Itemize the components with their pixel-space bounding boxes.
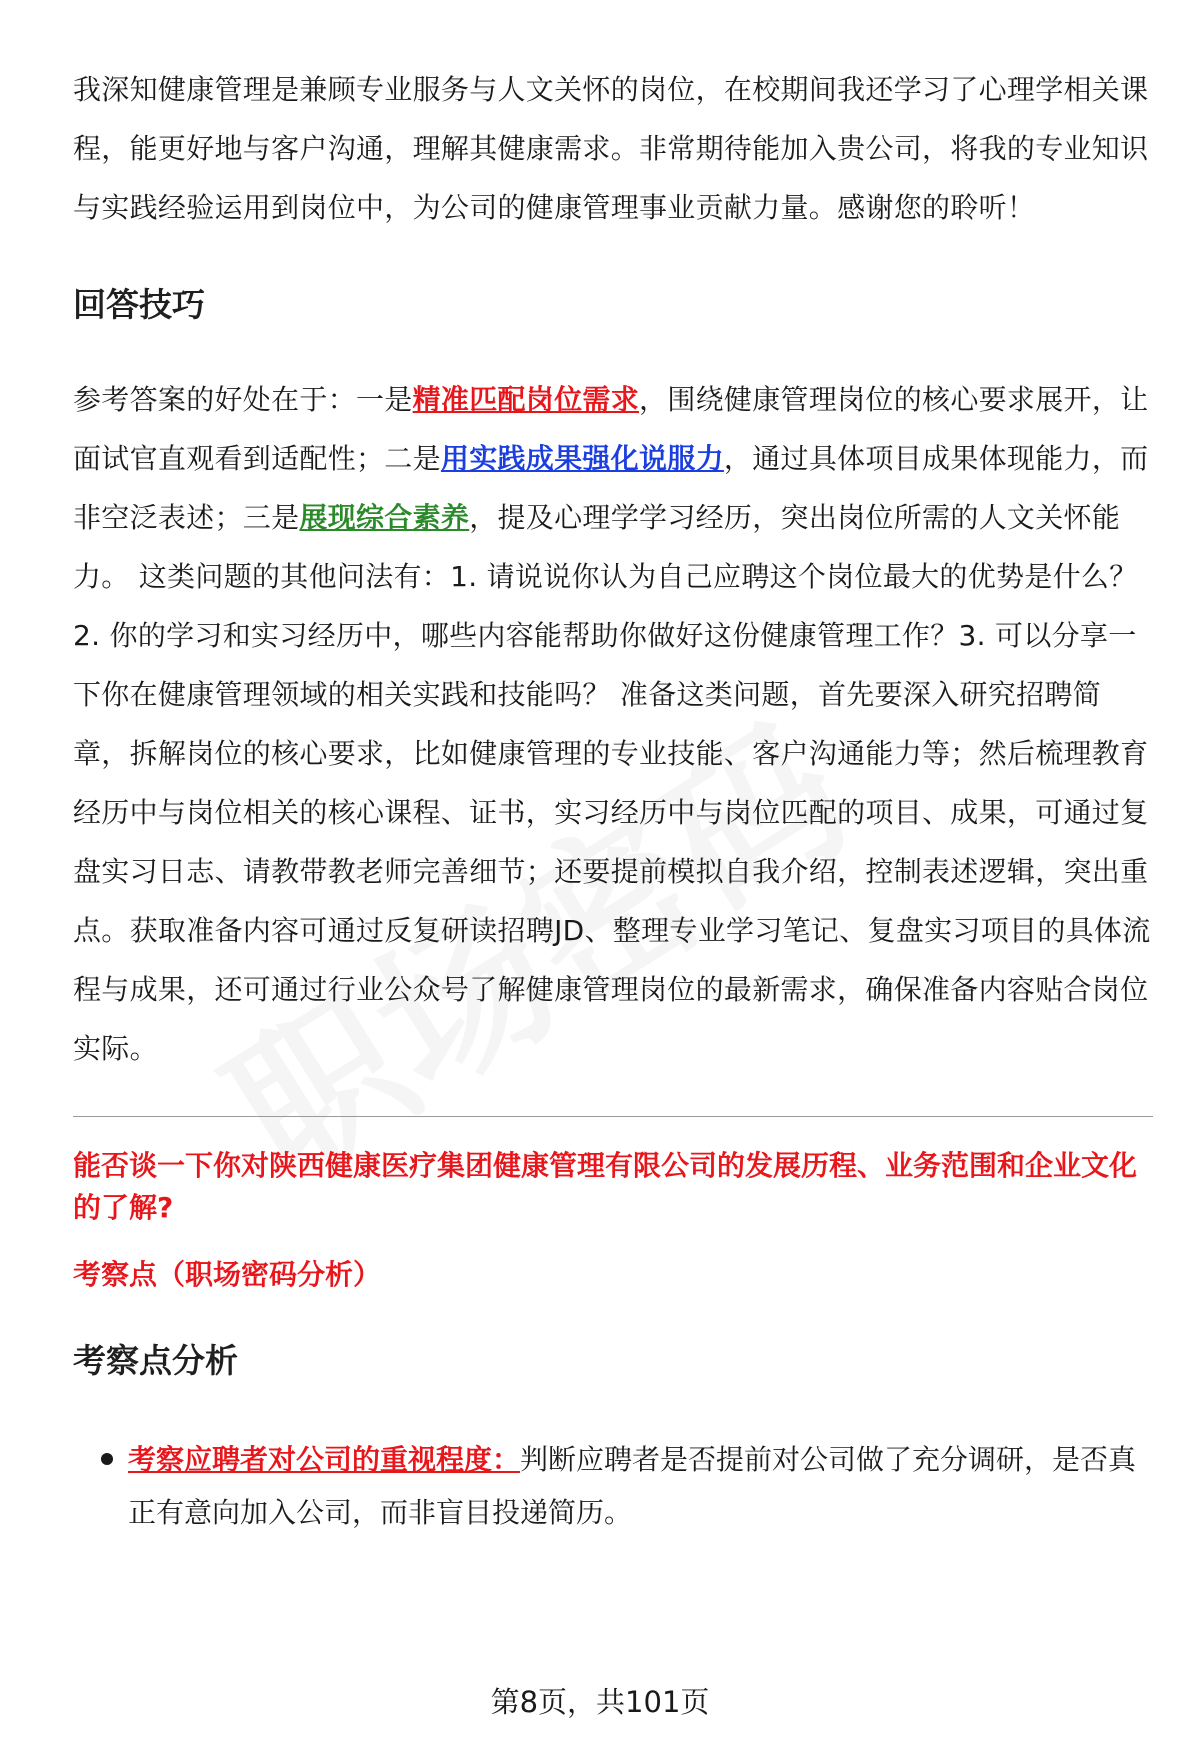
analysis-item-label: 考察应聘者对公司的重视程度： bbox=[128, 1443, 521, 1476]
section-divider bbox=[73, 1116, 1153, 1117]
bullet-icon bbox=[101, 1453, 113, 1465]
analysis-list bbox=[73, 1433, 1153, 1539]
tips-text-3: ，通过具体项目成果体现能力，而非空泛表述；三是 bbox=[73, 442, 1149, 534]
analysis-item-text: 判断应聘者是否提前对公司做了充分调研，是否真正有意向加入公司，而非盲目投递简历。 bbox=[128, 1443, 1137, 1529]
analysis-heading: 考察点分析 bbox=[73, 1341, 238, 1380]
tips-heading: 回答技巧 bbox=[73, 285, 205, 324]
highlight-overall-quality: 展现综合素养 bbox=[299, 501, 470, 534]
intro-paragraph: 我深知健康管理是兼顾专业服务与人文关怀的岗位，在校期间我还学习了心理学相关课程，能更好地与客户沟通，理解其健康需求。非常期待能加入贵公司，将我的专业知识与实践经验运用到岗位中，为公司的健康管理事业贡献力量。感谢您的聆听！ bbox=[73, 73, 1149, 224]
interview-question: 能否谈一下你对陕西健康医疗集团健康管理有限公司的发展历程、业务范围和企业文化的了解? bbox=[73, 1149, 1138, 1224]
tips-paragraph bbox=[73, 370, 1153, 1078]
list-item bbox=[128, 1433, 1153, 1539]
tips-text-2: ，围绕健康管理岗位的核心要求展开，让面试官直观看到适配性；二是 bbox=[73, 383, 1149, 475]
document-page bbox=[73, 60, 1153, 1539]
page-number-footer: 第8页，共101页 bbox=[490, 1685, 710, 1719]
tips-text-4: ，提及心理学学习经历，突出岗位所需的人文关怀能力。 这类问题的其他问法有：1. 请说说你认为自己应聘这个岗位最大的优势是什么？2. 你的学习和实习经历中，哪些内容能帮助你做好这份健康管理工作？3. 可以分享一下你在健康管理领域的相关实践和技能吗？ 准备这类问题，首先要深入研究招聘简章，拆解岗位的核心要求，比如健康管理的专业技能、客户沟通能力等；然后梳理教育经历中与岗位相关的核心课程、证书，实习经历中与岗位匹配的项目、成果，可通过复盘实习日志、请教带教老师完善细节；还要提前模拟自我介绍，控制表述逻辑，突出重点。获取准备内容可通过反复研读招聘JD、整理专业学习笔记、复盘实习项目的具体流程与成果，还可通过行业公众号了解健康管理岗位的最新需求，确保准备内容贴合岗位实际。 bbox=[73, 501, 1151, 1065]
assessment-point-label: 考察点（职场密码分析） bbox=[73, 1258, 382, 1291]
tips-text-1: 参考答案的好处在于：一是 bbox=[73, 383, 413, 416]
highlight-precise-match: 精准匹配岗位需求 bbox=[412, 383, 640, 416]
highlight-practice-results: 用实践成果强化说服力 bbox=[440, 442, 724, 475]
